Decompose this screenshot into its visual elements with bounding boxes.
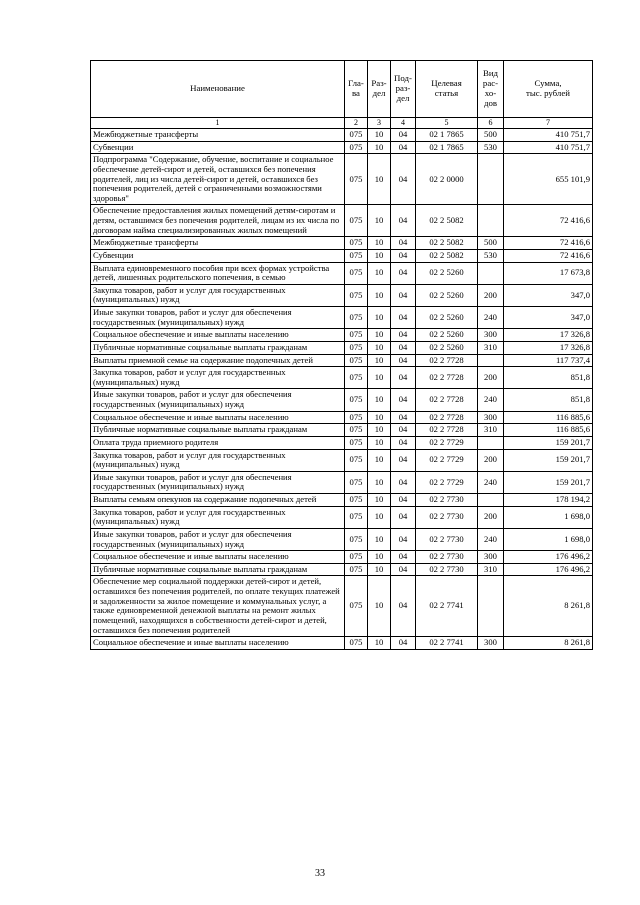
- row-vid: [478, 494, 504, 507]
- table-row: [91, 329, 593, 342]
- table-row: [91, 528, 593, 550]
- row-target: 02 2 7728: [416, 411, 478, 424]
- row-glava: 075: [345, 563, 368, 576]
- row-target: 02 2 7729: [416, 436, 478, 449]
- row-target: 02 2 5260: [416, 307, 478, 329]
- row-glava: 075: [345, 307, 368, 329]
- row-razdel: 10: [368, 154, 391, 205]
- row-vid: 240: [478, 389, 504, 411]
- row-razdel: 10: [368, 141, 391, 154]
- row-razdel: 10: [368, 506, 391, 528]
- row-sum: 116 885,6: [504, 411, 593, 424]
- row-sum: 655 101,9: [504, 154, 593, 205]
- row-glava: 075: [345, 424, 368, 437]
- row-vid: [478, 205, 504, 237]
- column-number: 7: [504, 118, 593, 129]
- row-vid: [478, 436, 504, 449]
- table-row: [91, 471, 593, 493]
- row-glava: 075: [345, 506, 368, 528]
- row-glava: 075: [345, 389, 368, 411]
- row-vid: 300: [478, 411, 504, 424]
- row-vid: 530: [478, 141, 504, 154]
- row-target: 02 2 7728: [416, 367, 478, 389]
- row-razdel: 10: [368, 354, 391, 367]
- row-sum: 117 737,4: [504, 354, 593, 367]
- row-razdel: 10: [368, 341, 391, 354]
- row-vid: [478, 576, 504, 637]
- row-name: Иные закупки товаров, работ и услуг для обеспечения государственных (муниципальных) нужд: [91, 389, 345, 411]
- row-name: Иные закупки товаров, работ и услуг для обеспечения государственных (муниципальных) нужд: [91, 528, 345, 550]
- row-target: 02 2 5260: [416, 329, 478, 342]
- row-podrazdel: 04: [391, 129, 416, 142]
- table-row: [91, 141, 593, 154]
- row-target: 02 2 7728: [416, 354, 478, 367]
- row-podrazdel: 04: [391, 341, 416, 354]
- row-vid: 300: [478, 551, 504, 564]
- row-sum: 17 326,8: [504, 329, 593, 342]
- row-razdel: 10: [368, 411, 391, 424]
- row-podrazdel: 04: [391, 506, 416, 528]
- row-podrazdel: 04: [391, 449, 416, 471]
- row-name: Выплата единовременного пособия при всех формах устройства детей, лишенных родительского попечения, в семью: [91, 262, 345, 284]
- row-sum: 17 326,8: [504, 341, 593, 354]
- row-glava: 075: [345, 436, 368, 449]
- row-target: 02 2 5260: [416, 341, 478, 354]
- row-name: Субвенции: [91, 141, 345, 154]
- row-vid: [478, 354, 504, 367]
- row-glava: 075: [345, 637, 368, 650]
- row-razdel: 10: [368, 249, 391, 262]
- table-row: [91, 249, 593, 262]
- row-glava: 075: [345, 129, 368, 142]
- row-target: 02 2 7741: [416, 576, 478, 637]
- header-name: Наименование: [91, 61, 345, 118]
- row-razdel: 10: [368, 329, 391, 342]
- row-podrazdel: 04: [391, 576, 416, 637]
- row-name: Оплата труда приемного родителя: [91, 436, 345, 449]
- row-name: Социальное обеспечение и иные выплаты населению: [91, 411, 345, 424]
- row-glava: 075: [345, 471, 368, 493]
- row-target: 02 2 5082: [416, 237, 478, 250]
- row-target: 02 2 7730: [416, 494, 478, 507]
- row-podrazdel: 04: [391, 307, 416, 329]
- row-vid: 240: [478, 528, 504, 550]
- header-podrazdel: Под- раз- дел: [391, 61, 416, 118]
- row-target: 02 1 7865: [416, 141, 478, 154]
- row-podrazdel: 04: [391, 354, 416, 367]
- row-glava: 075: [345, 354, 368, 367]
- row-name: Закупка товаров, работ и услуг для государственных (муниципальных) нужд: [91, 449, 345, 471]
- row-target: 02 2 7730: [416, 563, 478, 576]
- row-podrazdel: 04: [391, 436, 416, 449]
- table-row: [91, 411, 593, 424]
- row-razdel: 10: [368, 551, 391, 564]
- row-razdel: 10: [368, 436, 391, 449]
- row-sum: 347,0: [504, 284, 593, 306]
- row-target: 02 2 7730: [416, 528, 478, 550]
- table-row: [91, 637, 593, 650]
- row-vid: [478, 154, 504, 205]
- row-sum: 72 416,6: [504, 205, 593, 237]
- row-vid: 500: [478, 129, 504, 142]
- row-name: Субвенции: [91, 249, 345, 262]
- row-podrazdel: 04: [391, 389, 416, 411]
- row-target: 02 2 7729: [416, 471, 478, 493]
- row-sum: 8 261,8: [504, 637, 593, 650]
- row-name: Публичные нормативные социальные выплаты гражданам: [91, 563, 345, 576]
- row-sum: 1 698,0: [504, 528, 593, 550]
- row-razdel: 10: [368, 205, 391, 237]
- row-vid: 200: [478, 506, 504, 528]
- row-glava: 075: [345, 528, 368, 550]
- table-row: [91, 262, 593, 284]
- table-row: [91, 341, 593, 354]
- row-razdel: 10: [368, 262, 391, 284]
- row-sum: 410 751,7: [504, 129, 593, 142]
- row-glava: 075: [345, 141, 368, 154]
- row-glava: 075: [345, 341, 368, 354]
- row-razdel: 10: [368, 129, 391, 142]
- row-razdel: 10: [368, 307, 391, 329]
- row-razdel: 10: [368, 449, 391, 471]
- row-sum: 410 751,7: [504, 141, 593, 154]
- column-number: 3: [368, 118, 391, 129]
- table-row: [91, 551, 593, 564]
- row-podrazdel: 04: [391, 637, 416, 650]
- column-number-row: [91, 118, 593, 129]
- column-number: 2: [345, 118, 368, 129]
- row-sum: 159 201,7: [504, 449, 593, 471]
- row-podrazdel: 04: [391, 205, 416, 237]
- row-glava: 075: [345, 154, 368, 205]
- row-target: 02 2 7728: [416, 389, 478, 411]
- row-name: Межбюджетные трансферты: [91, 237, 345, 250]
- row-vid: 200: [478, 284, 504, 306]
- row-podrazdel: 04: [391, 141, 416, 154]
- row-name: Выплаты приемной семье на содержание подопечных детей: [91, 354, 345, 367]
- row-sum: 159 201,7: [504, 436, 593, 449]
- row-sum: 176 496,2: [504, 551, 593, 564]
- row-vid: 200: [478, 449, 504, 471]
- row-target: 02 2 7730: [416, 506, 478, 528]
- row-target: 02 2 0000: [416, 154, 478, 205]
- row-vid: 310: [478, 424, 504, 437]
- column-number: 6: [478, 118, 504, 129]
- column-number: 4: [391, 118, 416, 129]
- table-row: [91, 154, 593, 205]
- row-target: 02 1 7865: [416, 129, 478, 142]
- row-sum: 1 698,0: [504, 506, 593, 528]
- row-podrazdel: 04: [391, 367, 416, 389]
- row-podrazdel: 04: [391, 249, 416, 262]
- row-name: Подпрограмма "Содержание, обучение, воспитание и социальное обеспечение детей-сирот и детей, оставшихся без попечения родителей, лиц из числа детей-сирот и детей, оставшихся без попечения родителей, детей с ограниченными возможностями здоровья": [91, 154, 345, 205]
- row-name: Социальное обеспечение и иные выплаты населению: [91, 551, 345, 564]
- row-name: Публичные нормативные социальные выплаты гражданам: [91, 424, 345, 437]
- table-row: [91, 284, 593, 306]
- row-glava: 075: [345, 367, 368, 389]
- header-glava: Гла- ва: [345, 61, 368, 118]
- row-podrazdel: 04: [391, 471, 416, 493]
- row-name: Закупка товаров, работ и услуг для государственных (муниципальных) нужд: [91, 367, 345, 389]
- row-vid: 300: [478, 637, 504, 650]
- table-row: [91, 449, 593, 471]
- table-row: [91, 205, 593, 237]
- page-number: 33: [315, 868, 325, 879]
- row-sum: 178 194,2: [504, 494, 593, 507]
- row-name: Закупка товаров, работ и услуг для государственных (муниципальных) нужд: [91, 284, 345, 306]
- row-glava: 075: [345, 262, 368, 284]
- header-target: Целевая статья: [416, 61, 478, 118]
- table-row: [91, 354, 593, 367]
- row-vid: 200: [478, 367, 504, 389]
- row-glava: 075: [345, 329, 368, 342]
- table-row: [91, 436, 593, 449]
- row-name: Иные закупки товаров, работ и услуг для обеспечения государственных (муниципальных) нужд: [91, 307, 345, 329]
- row-podrazdel: 04: [391, 262, 416, 284]
- row-target: 02 2 7741: [416, 637, 478, 650]
- row-razdel: 10: [368, 494, 391, 507]
- row-podrazdel: 04: [391, 528, 416, 550]
- row-podrazdel: 04: [391, 411, 416, 424]
- row-vid: 240: [478, 307, 504, 329]
- table-row: [91, 576, 593, 637]
- row-razdel: 10: [368, 563, 391, 576]
- table-body: [91, 129, 593, 650]
- row-glava: 075: [345, 551, 368, 564]
- row-podrazdel: 04: [391, 284, 416, 306]
- row-sum: 176 496,2: [504, 563, 593, 576]
- row-podrazdel: 04: [391, 154, 416, 205]
- table-row: [91, 563, 593, 576]
- row-name: Обеспечение мер социальной поддержки детей-сирот и детей, оставшихся без попечения родителей, по оплате текущих платежей и задолженности за жилое помещение и коммунальных услуг, а также единовременной денежной выплаты на ремонт жилых помещений, находящихся в собственности детей-сирот и детей, оставшихся без попечения родителей: [91, 576, 345, 637]
- row-razdel: 10: [368, 367, 391, 389]
- header-sum: Сумма, тыс. рублей: [504, 61, 593, 118]
- row-glava: 075: [345, 284, 368, 306]
- row-razdel: 10: [368, 576, 391, 637]
- table-row: [91, 129, 593, 142]
- row-name: Публичные нормативные социальные выплаты гражданам: [91, 341, 345, 354]
- row-sum: 851,8: [504, 367, 593, 389]
- row-sum: 851,8: [504, 389, 593, 411]
- row-vid: [478, 262, 504, 284]
- row-sum: 8 261,8: [504, 576, 593, 637]
- table-row: [91, 307, 593, 329]
- row-name: Межбюджетные трансферты: [91, 129, 345, 142]
- table-row: [91, 506, 593, 528]
- row-razdel: 10: [368, 471, 391, 493]
- row-razdel: 10: [368, 284, 391, 306]
- row-name: Иные закупки товаров, работ и услуг для обеспечения государственных (муниципальных) нужд: [91, 471, 345, 493]
- column-number: 5: [416, 118, 478, 129]
- row-razdel: 10: [368, 389, 391, 411]
- column-number: 1: [91, 118, 345, 129]
- row-target: 02 2 5260: [416, 262, 478, 284]
- row-vid: 530: [478, 249, 504, 262]
- table-row: [91, 237, 593, 250]
- row-target: 02 2 5082: [416, 249, 478, 262]
- row-sum: 72 416,6: [504, 249, 593, 262]
- row-podrazdel: 04: [391, 424, 416, 437]
- row-sum: 17 673,8: [504, 262, 593, 284]
- row-glava: 075: [345, 205, 368, 237]
- row-name: Выплаты семьям опекунов на содержание подопечных детей: [91, 494, 345, 507]
- row-podrazdel: 04: [391, 329, 416, 342]
- row-vid: 500: [478, 237, 504, 250]
- row-target: 02 2 7728: [416, 424, 478, 437]
- row-podrazdel: 04: [391, 551, 416, 564]
- row-name: Социальное обеспечение и иные выплаты населению: [91, 637, 345, 650]
- row-sum: 159 201,7: [504, 471, 593, 493]
- row-razdel: 10: [368, 424, 391, 437]
- row-podrazdel: 04: [391, 563, 416, 576]
- row-razdel: 10: [368, 237, 391, 250]
- row-vid: 300: [478, 329, 504, 342]
- row-glava: 075: [345, 237, 368, 250]
- row-target: 02 2 7730: [416, 551, 478, 564]
- row-razdel: 10: [368, 528, 391, 550]
- row-sum: 347,0: [504, 307, 593, 329]
- table-header-row: [91, 61, 593, 118]
- row-vid: 310: [478, 341, 504, 354]
- row-podrazdel: 04: [391, 494, 416, 507]
- row-name: Обеспечение предоставления жилых помещений детям-сиротам и детям, оставшимся без попечения родителей, лицам из их числа по договорам найма специализированных жилых помещений: [91, 205, 345, 237]
- row-podrazdel: 04: [391, 237, 416, 250]
- table-row: [91, 367, 593, 389]
- row-target: 02 2 7729: [416, 449, 478, 471]
- row-vid: 240: [478, 471, 504, 493]
- row-glava: 075: [345, 494, 368, 507]
- table-row: [91, 424, 593, 437]
- table-row: [91, 389, 593, 411]
- row-glava: 075: [345, 576, 368, 637]
- row-name: Закупка товаров, работ и услуг для государственных (муниципальных) нужд: [91, 506, 345, 528]
- row-name: Социальное обеспечение и иные выплаты населению: [91, 329, 345, 342]
- row-target: 02 2 5260: [416, 284, 478, 306]
- row-vid: 310: [478, 563, 504, 576]
- header-razdel: Раз- дел: [368, 61, 391, 118]
- document-page: [90, 60, 592, 650]
- budget-table: [90, 60, 593, 650]
- table-row: [91, 494, 593, 507]
- header-vid: Вид рас- хо- дов: [478, 61, 504, 118]
- row-razdel: 10: [368, 637, 391, 650]
- row-target: 02 2 5082: [416, 205, 478, 237]
- row-glava: 075: [345, 249, 368, 262]
- row-sum: 72 416,6: [504, 237, 593, 250]
- row-glava: 075: [345, 411, 368, 424]
- row-glava: 075: [345, 449, 368, 471]
- row-sum: 116 885,6: [504, 424, 593, 437]
